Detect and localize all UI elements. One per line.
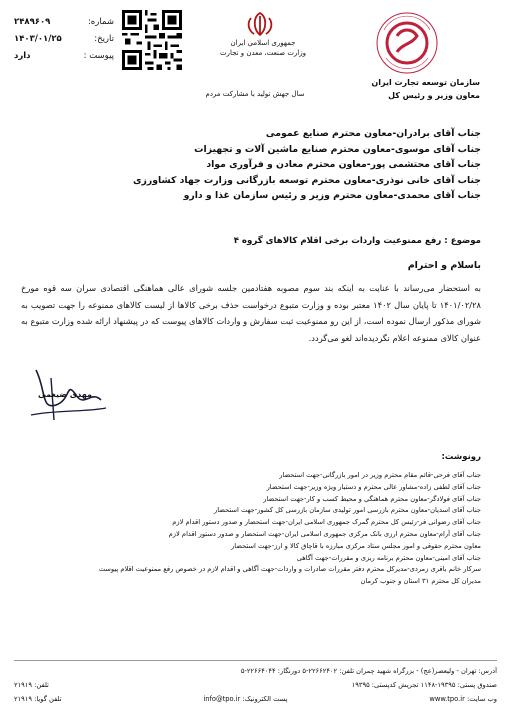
ministry-name bbox=[208, 38, 318, 58]
organization-name bbox=[330, 76, 480, 102]
cc-title: رونوشت: bbox=[441, 452, 481, 462]
letter-date-row bbox=[14, 31, 114, 48]
footer-email[interactable]: پست الکترونیک: info@tpo.ir bbox=[203, 695, 288, 703]
footer-website[interactable]: وب سایت: www.tpo.ir bbox=[429, 695, 497, 703]
ministry-line1: جمهوری اسلامی ایران bbox=[230, 39, 296, 47]
signer-name: مهدی ضیغمی bbox=[38, 390, 92, 399]
cc-item: جناب آقای فرحی-قائم مقام محترم وزیر در امور بازرگانی-جهت استحضار bbox=[279, 471, 481, 479]
cc-item: جناب آقای فولادگر-معاون محترم هماهنگی و محیط کسب و کار-جهت استحضار bbox=[263, 494, 481, 503]
letter-attachment-row bbox=[14, 48, 114, 65]
footer-row-1 bbox=[14, 664, 497, 678]
org-line1: سازمان توسعه تجارت ایران bbox=[371, 78, 480, 87]
date-value: ۱۴۰۳/۰۱/۲۵ bbox=[14, 34, 62, 44]
tpo-logo bbox=[372, 8, 442, 78]
cc-item: سرکار خانم باقری زمردی-مدیرکل محترم دفتر مقررات صادرات و واردات-جهت آگاهی و اقدام لازم در خصوص رفع ممنوعیت اقلام پیوست bbox=[98, 565, 481, 574]
ministry-line2: وزارت صنعت، معدن و تجارت bbox=[219, 49, 307, 57]
letter-meta bbox=[14, 14, 114, 65]
greeting: باسلام و احترام bbox=[407, 260, 481, 271]
footer-divider bbox=[14, 660, 497, 661]
addressee: جناب آقای محتشمی پور-معاون محترم معادن و فرآوری مواد bbox=[206, 159, 481, 170]
addressee: جناب آقای برادران-معاون محترم صنایع عمومی bbox=[265, 128, 481, 139]
attachment-label: پیوست : bbox=[83, 51, 114, 61]
number-value: ۲۴۸۹۶۰۹ bbox=[14, 17, 51, 27]
addressee: جناب آقای خانی نوذری-معاون محترم توسعه بازرگانی وزارت جهاد کشاورزی bbox=[132, 174, 481, 186]
cc-item: جناب آقای امینی-معاون محترم برنامه ریزی و مقررات-جهت آگاهی bbox=[296, 553, 481, 562]
cc-item: جناب آقای اسدیان-معاون محترم بازرسی امور تولیدی سازمان بازرسی کل کشور-جهت استحضار bbox=[214, 506, 481, 515]
letter-footer bbox=[14, 664, 497, 706]
footer-phone: تلفن: ۲۱۹۱۹ bbox=[14, 681, 49, 689]
qr-code bbox=[122, 10, 182, 70]
addressee-list bbox=[21, 126, 481, 204]
number-label: شماره: bbox=[87, 17, 114, 27]
footer-postal: صندوق پستی: ۱۹۳۹۵-۱۱۴۸ تجریش کدپستی: ۱۹۳۹۵ bbox=[351, 681, 497, 689]
addressee: جناب آقای محمدی-معاون محترم وزیر و رئیس سازمان غذا و دارو bbox=[183, 190, 481, 201]
addressee: جناب آقای موسوی-معاون محترم صنایع ماشین آلات و تجهیزات bbox=[194, 143, 481, 155]
letter-body: به استحضار می‌رساند با عنایت به اینکه بند سوم مصوبه هفتادمین جلسه شورای عالی هماهنگی اقتصادی سران سه قوه مورخ ۱۴۰۱/۰۲/۲۸ تا پایان سال ۱۴۰۲ معتبر بوده و وزارت متبوع درخواست حذف برخی کالاها از لیست کالاهای ممنوعه را جهت تصویب به شورای مذکور ارسال نموده است، از این رو ممنوعیت ثبت سفارش و واردات کالاهای پیوست که در پیشنهاد ارائه شده وزارت متبوع به عنوان کالای ممنوعه اعلام نگردیده‌اند لغو می‌گردد. bbox=[21, 283, 481, 343]
date-label: تاریخ: bbox=[94, 34, 114, 44]
cc-item: جناب آقای لطفی زاده-مشاور عالی محترم و دستیار ویژه وزیر-جهت استحضار bbox=[266, 482, 481, 491]
footer-row-3 bbox=[14, 692, 497, 706]
org-line2: معاون وزیر و رئیس کل bbox=[388, 91, 480, 100]
footer-address: آدرس: تهران - ولیعصر(عج) - بزرگراه شهید چمران تلفن: ۲۲۶۶۲۴۰۲-۵ دورنگار: ۲۲۶۶۴۰۴۴-۵ bbox=[240, 667, 497, 675]
letter-number-row bbox=[14, 14, 114, 31]
cc-item: مدیران کل محترم ۳۱ استان و جنوب کرمان bbox=[360, 577, 481, 586]
footer-short-phone: تلفن گویا: ۲۱۹۱۹ bbox=[14, 695, 62, 703]
letter-subject: موضوع : رفع ممنوعیت واردات برخی اقلام کالاهای گروه ۴ bbox=[233, 236, 481, 246]
cc-item: جناب آقای رضوانی فر-رئیس کل محترم گمرک جمهوری اسلامی ایران-جهت استحضار و صدور دستور اقدام لازم bbox=[172, 518, 481, 527]
signature bbox=[16, 360, 116, 440]
attachment-value: دارد bbox=[14, 51, 31, 61]
cc-list bbox=[16, 470, 481, 588]
footer-row-2 bbox=[14, 678, 497, 692]
cc-item: جناب آقای آرام-معاون محترم ارزی بانک مرکزی جمهوری اسلامی ایران-جهت استحضار و صدور دستور اقدام لازم bbox=[168, 529, 481, 538]
iran-emblem-icon bbox=[230, 10, 290, 38]
cc-item: معاون محترم حقوقی و امور مجلس ستاد مرکزی مبارزه با قاچاق کالا و ارز-جهت استحضار bbox=[231, 541, 481, 550]
year-slogan: سال جهش تولید با مشارکت مردم bbox=[205, 90, 305, 98]
